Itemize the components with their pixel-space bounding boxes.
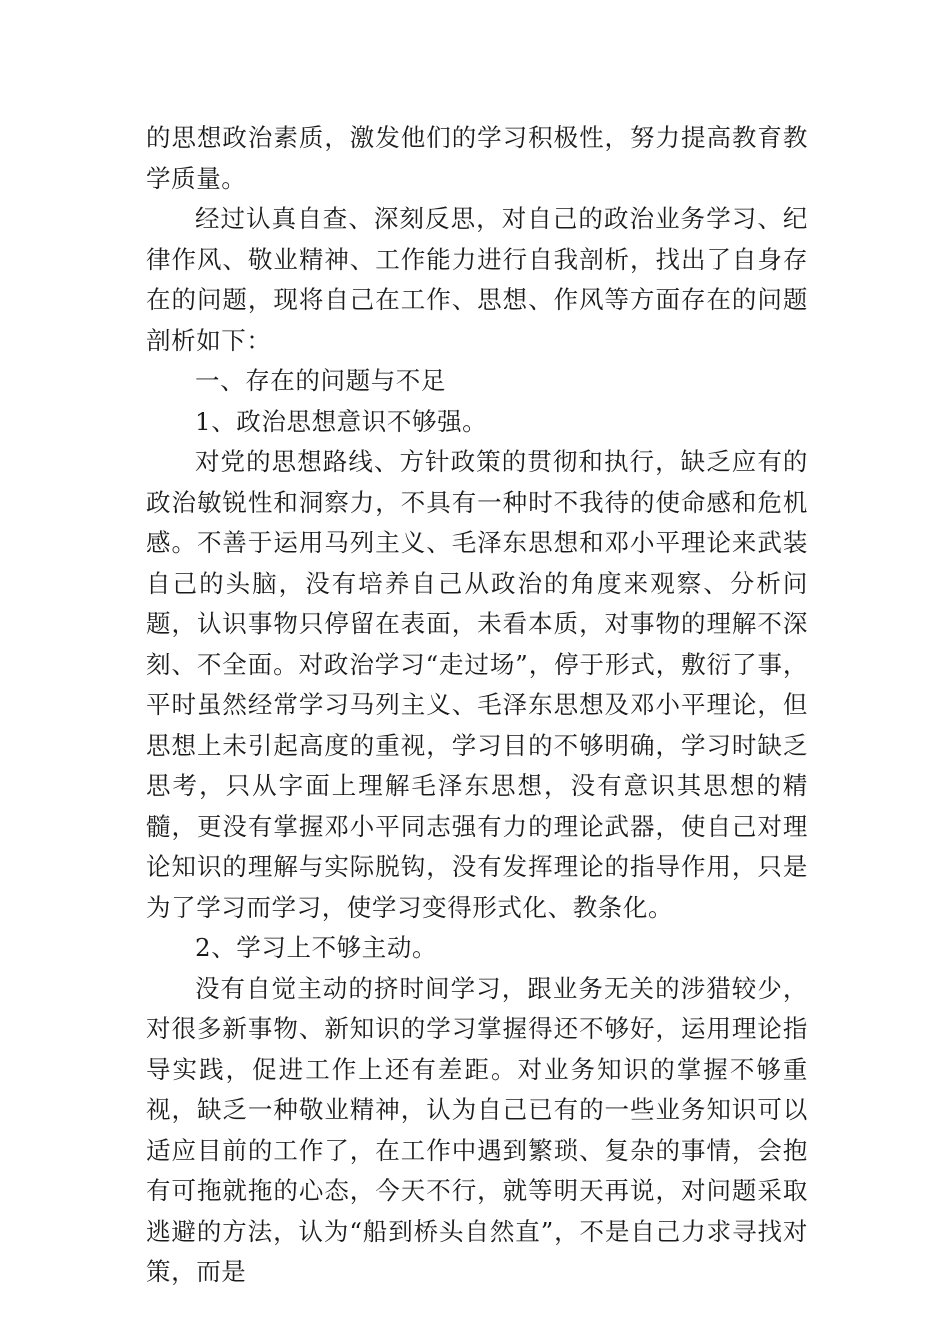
section-heading-problems: 一、存在的问题与不足 [195, 366, 446, 395]
paragraph-intro-continuation: 的思想政治素质，激发他们的学习积极性，努力提高教育教学质量。 [146, 123, 808, 193]
paragraph-political-awareness: 对党的思想路线、方针政策的贯彻和执行，缺乏应有的政治敏锐性和洞察力，不具有一种时不我待的使命感和危机感。不善于运用马列主义、毛泽东思想和邓小平理论来武装自己的头脑，没有培养自己从政治的角度来观察、分析问题，认识事物只停留在表面，未看本质，对事物的理解不深刻、不全面。对政治学习“走过场”，停于形式，敷衍了事，平时虽然经常学习马列主义、毛泽东思想及邓小平理论，但思想上未引起高度的重视，学习目的不够明确，学习时缺乏思考，只从字面上理解毛泽东思想，没有意识其思想的精髓，更没有掌握邓小平同志强有力的理论武器，使自己对理论知识的理解与实际脱钩，没有发挥理论的指导作用，只是为了学习而学习，使学习变得形式化、教条化。 [146, 447, 808, 922]
subheading-political-awareness: 1、政治思想意识不够强。 [195, 406, 488, 436]
paragraph-self-review: 经过认真自查、深刻反思，对自己的政治业务学习、纪律作风、敬业精神、工作能力进行自我剖析，找出了自身存在的问题，现将自己在工作、思想、作风等方面存在的问题剖析如下： [146, 204, 808, 355]
paragraph-learning-initiative: 没有自觉主动的挤时间学习，跟业务无关的涉猎较少，对很多新事物、新知识的学习掌握得还不够好，运用理论指导实践，促进工作上还有差距。对业务知识的掌握不够重视，缺乏一种敬业精神，认为自己已有的一些业务知识可以适应目前的工作了，在工作中遇到繁琐、复杂的事情，会抱有可拖就拖的心态，今天不行，就等明天再说，对问题采取逃避的方法，认为“船到桥头自然直”，不是自己力求寻找对策，而是 [146, 973, 808, 1286]
subheading-learning-initiative: 2、学习上不够主动。 [195, 933, 438, 962]
document-body [146, 118, 808, 1293]
